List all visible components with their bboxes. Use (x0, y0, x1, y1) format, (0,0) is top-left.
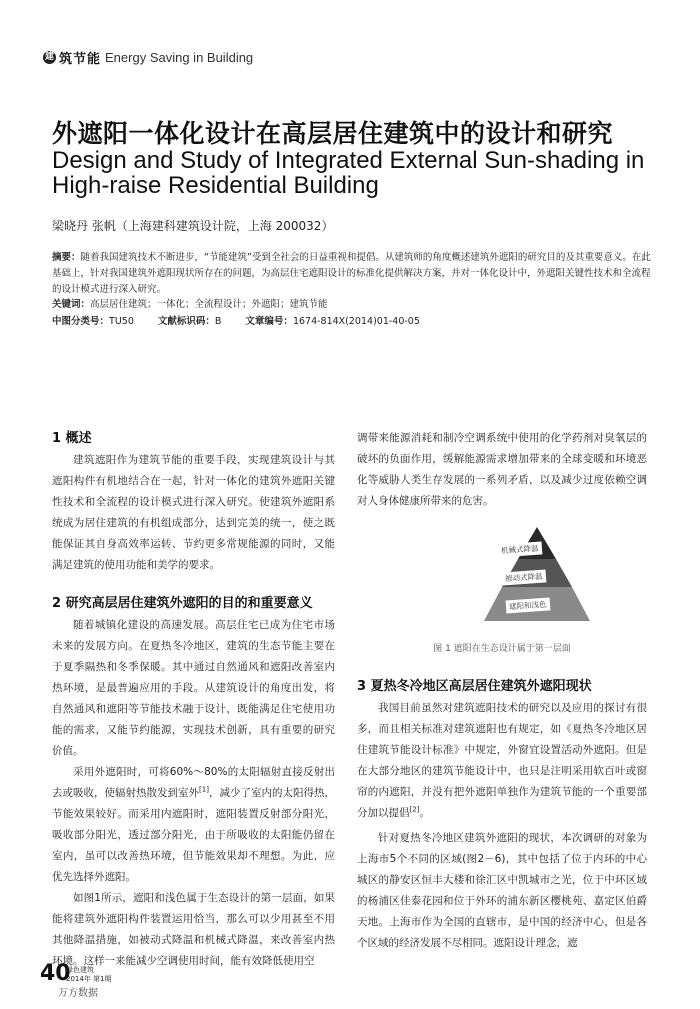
section3-heading: 3 夏热冬冷地区高层居住建筑外遮阳现状 (357, 679, 592, 694)
abstract (52, 250, 652, 298)
section3-para2: 针对夏热冬冷地区建筑外遮阳的现状，本次调研的对象为上海市5个不同的区域(图2－6)，其中包括了位于内环的中心城区的静安区恒丰大楼和徐汇区中凯城市之光，位于中环区域的杨浦区佳泰花园和位于外环的浦东新区樱桃苑、嘉定区伯爵天地。上海市作为全国的直辖市，是中国的经济中心，但是各个区域的经济发展不尽相同。遮阳设计理念，遮 (357, 832, 647, 949)
footer-journal (66, 966, 112, 984)
citation-1[interactable]: [1] (199, 785, 209, 794)
title-english: Design and Study of Integrated External Sun-shading in High-raise Residential Building (52, 147, 645, 199)
section2-para2 (52, 762, 335, 888)
abstract-text: 随着我国建筑技术不断进步，“节能建筑”受到全社会的日益重视和提倡。从建筑师的角度概述建筑外遮阳的研究目的及其重要意义。在此基础上，针对我国建筑外遮阳现状所存在的问题，为高层住宅遮阳设计的标准化提供解决方案，并对一体化设计中，外遮阳关键性技术和全流程的设计模式进行深入研究。 (52, 252, 651, 295)
keywords-label: 关键词： (52, 299, 91, 310)
section2-continuation: 调带来能源消耗和制冷空调系统中使用的化学药剂对臭氧层的破坏的负面作用，缓解能源需求增加带来的全球变暖和环境恶化等威胁人类生存发展的一系列矛盾，以及减少过度依赖空调对人身体健康所带来的危害。 (357, 432, 647, 507)
section2-para2-a: 采用外遮阳时，可将60%～80%的太阳辐射直接反射出去或吸收，使辐射热散发到室外 (52, 766, 335, 799)
pyramid-label-bottom: 遮阳和浅色 (506, 597, 550, 613)
page-number: 40 (40, 961, 71, 986)
citation-2[interactable]: [2] (409, 805, 420, 814)
journal-header (43, 46, 253, 68)
keywords-text: 高层居住建筑；一体化；全流程设计；外遮阳；建筑节能 (90, 299, 328, 310)
pyramid-label-middle: 被动式降温 (502, 569, 546, 585)
section2-heading: 2 研究高层居住建筑外遮阳的目的和重要意义 (52, 596, 313, 611)
pyramid-label-top: 机械式降温 (498, 541, 542, 557)
section1-heading: 1 概述 (52, 431, 92, 446)
figure-1-caption: 图 1 遮阳在生态设计属于第一层面 (433, 644, 571, 654)
classification-line (52, 314, 652, 330)
doc-code-label: 文献标识码： (157, 316, 215, 327)
doc-code-value: B (214, 316, 222, 327)
footer-issue: 2014年 第1期 (66, 975, 112, 983)
figure-1 (482, 525, 592, 625)
article-no-label: 文章编号： (245, 316, 293, 327)
section2-para3: 如图1所示，遮阳和浅色属于生态设计的第一层面，如果能将建筑外遮阳构件装置运用恰当，那么可以少用甚至不用其他降温措施，如被动式降温和机械式降温，来改善室内热环境。这样一来能减少空调使用时间，能有效降低使用空 (52, 892, 335, 967)
right-column-bottom (357, 676, 647, 954)
section3-para1-b: 。 (419, 807, 430, 819)
header-en: Energy Saving in Building (105, 49, 254, 65)
section3-para1 (357, 698, 647, 824)
authors: 梁晓丹 张帆（上海建科建筑设计院，上海 200032） (52, 219, 334, 233)
abstract-label: 摘要： (52, 252, 81, 263)
article-no-value: 1674-814X(2014)01-40-05 (292, 316, 420, 327)
section2-para1: 随着城镇化建设的高速发展。高层住宅已成为住宅市场未来的发展方向。在夏热冬冷地区，建筑的生态节能主要在于夏季隔热和冬季保暖。其中通过自然通风和遮阳改善室内热环境，是最普遍应用的手段。从建筑设计的角度出发，将自然通风和遮阳等节能技术融于设计，既能满足住宅使用功能的需求，又能节约能源，实现技术创新，具有重要的研究价值。 (52, 619, 335, 757)
keywords (52, 297, 652, 313)
left-column (52, 428, 335, 972)
section2-para2-b: ，减少了室内的太阳得热，节能效果较好。而采用内遮阳时，遮阳装置反射部分阳光，吸收部分阳光，透过部分阳光，由于所吸收的太阳能仍留在室内，虽可以改善热环境，但节能效果却不理想。为此，应优先选择外遮阳。 (52, 787, 336, 883)
watermark: 万方数据 (58, 988, 98, 999)
right-column-top (357, 428, 647, 512)
footer-journal-name: 绿色建筑 (66, 966, 94, 974)
title-chinese: 外遮阳一体化设计在高层居住建筑中的设计和研究 (52, 119, 614, 148)
header-cn: 筑节能 (59, 51, 102, 67)
clc-value: TU50 (109, 316, 134, 327)
journal-logo-icon: 建 (44, 51, 54, 62)
section1-para: 建筑遮阳作为建筑节能的重要手段，实现建筑设计与其遮阳构件有机地结合在一起，针对一体化的建筑外遮阳关键性技术和全流程的设计模式进行深入研究。使建筑外遮阳系统成为居住建筑的有机组成部分，达到完美的统一，使之既能保证其自身高效率运转、节约更多常规能源的同时，又能满足建筑的使用功能和美学的要求。 (52, 454, 335, 571)
section3-para1-a: 我国目前虽然对建筑遮阳技术的研究以及应用的探讨有很多，而且相关标准对建筑遮阳也有规定，如《夏热冬冷地区居住建筑节能设计标准》中规定，外窗宜设置活动外遮阳。但是在大部分地区的建筑节能设计中，也只是注明采用软百叶或窗帘的内遮阳，并没有把外遮阳单独作为建筑节能的一个重要部分加以提倡 (357, 702, 647, 819)
clc-label: 中图分类号： (52, 316, 110, 327)
